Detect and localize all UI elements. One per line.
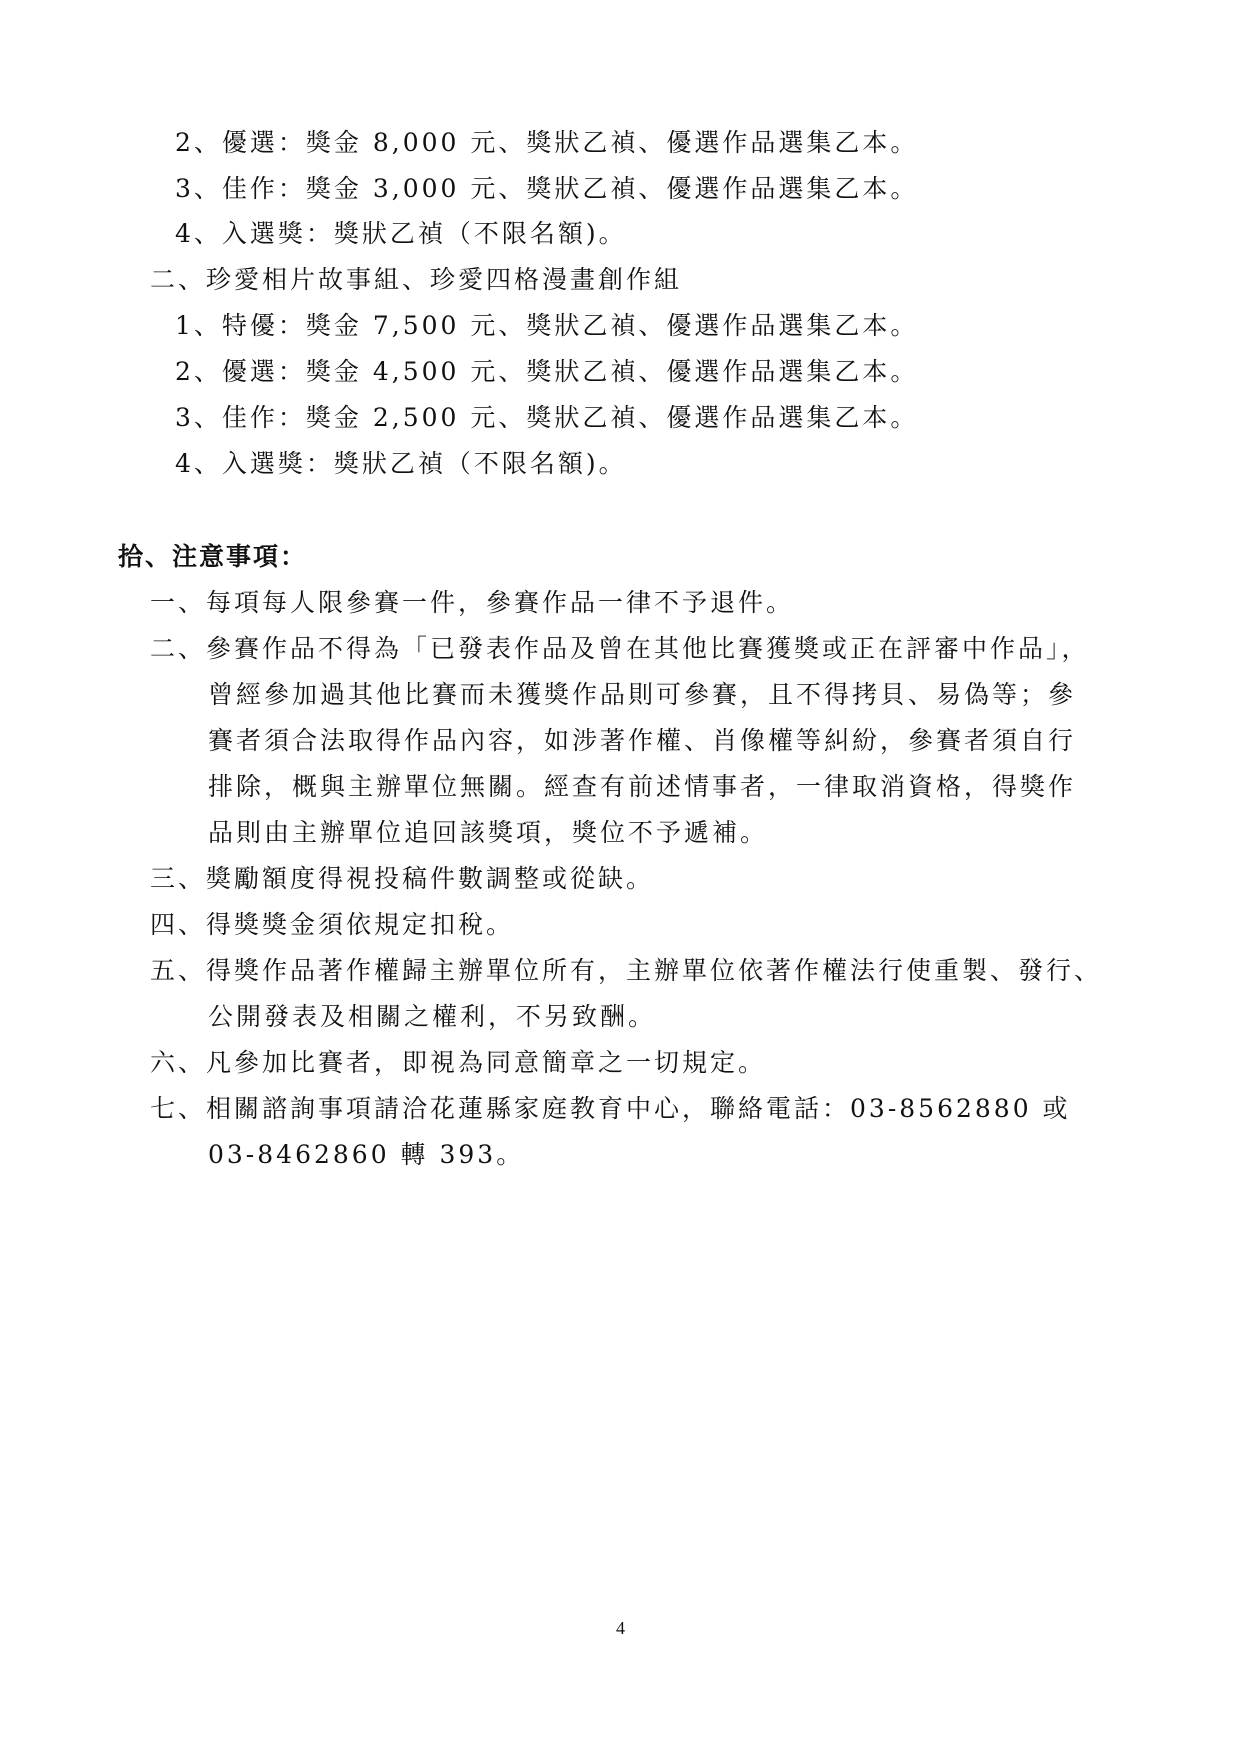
prize-item-merit: 3、佳作：獎金 3,000 元、獎狀乙禎、優選作品選集乙本。 (175, 174, 919, 203)
group-two-prize-merit: 3、佳作：獎金 2,500 元、獎狀乙禎、優選作品選集乙本。 (175, 403, 919, 432)
group-two-prize-special: 1、特優：獎金 7,500 元、獎狀乙禎、優選作品選集乙本。 (175, 311, 919, 340)
note-item-2-line-1: 二、參賽作品不得為「已發表作品及曾在其他比賽獲獎或正在評審中作品」， (150, 634, 1090, 663)
group-two-prize-selected: 4、入選獎：獎狀乙禎（不限名額)。 (175, 449, 627, 478)
note-item-4: 四、得獎獎金須依規定扣稅。 (150, 910, 515, 939)
note-item-7-line-2: 03-8462860 轉 393。 (208, 1140, 525, 1169)
prize-item-selected: 4、入選獎：獎狀乙禎（不限名額)。 (175, 219, 627, 248)
notes-heading: 拾、注意事項： (118, 542, 308, 571)
prize-item-excellent: 2、優選：獎金 8,000 元、獎狀乙禎、優選作品選集乙本。 (175, 128, 919, 157)
note-item-3: 三、獎勵額度得視投稿件數調整或從缺。 (150, 864, 655, 893)
group-two-prize-excellent: 2、優選：獎金 4,500 元、獎狀乙禎、優選作品選集乙本。 (175, 357, 919, 386)
group-two-heading: 二、珍愛相片故事組、珍愛四格漫畫創作組 (150, 265, 683, 294)
note-item-5-line-1: 五、得獎作品著作權歸主辦單位所有，主辦單位依著作權法行使重製、發行、 (150, 956, 1103, 985)
note-item-2-line-4: 排除，概與主辦單位無關。經查有前述情事者，一律取消資格，得獎作 (208, 772, 1077, 801)
note-item-5-line-2: 公開發表及相關之權利，不另致酬。 (208, 1002, 657, 1031)
note-item-2-line-2: 曾經參加過其他比賽而未獲獎作品則可參賽，且不得拷貝、易偽等；參 (208, 680, 1077, 709)
note-item-2-line-5: 品則由主辦單位追回該獎項，獎位不予遞補。 (208, 818, 769, 847)
note-item-6: 六、凡參加比賽者，即視為同意簡章之一切規定。 (150, 1048, 767, 1077)
page-number: 4 (616, 1618, 625, 1638)
note-item-7-line-1: 七、相關諮詢事項請洽花蓮縣家庭教育中心，聯絡電話：03-8562880 或 (150, 1094, 1071, 1123)
note-item-1: 一、每項每人限參賽一件，參賽作品一律不予退件。 (150, 588, 795, 617)
note-item-2-line-3: 賽者須合法取得作品內容，如涉著作權、肖像權等糾紛，參賽者須自行 (208, 726, 1077, 755)
